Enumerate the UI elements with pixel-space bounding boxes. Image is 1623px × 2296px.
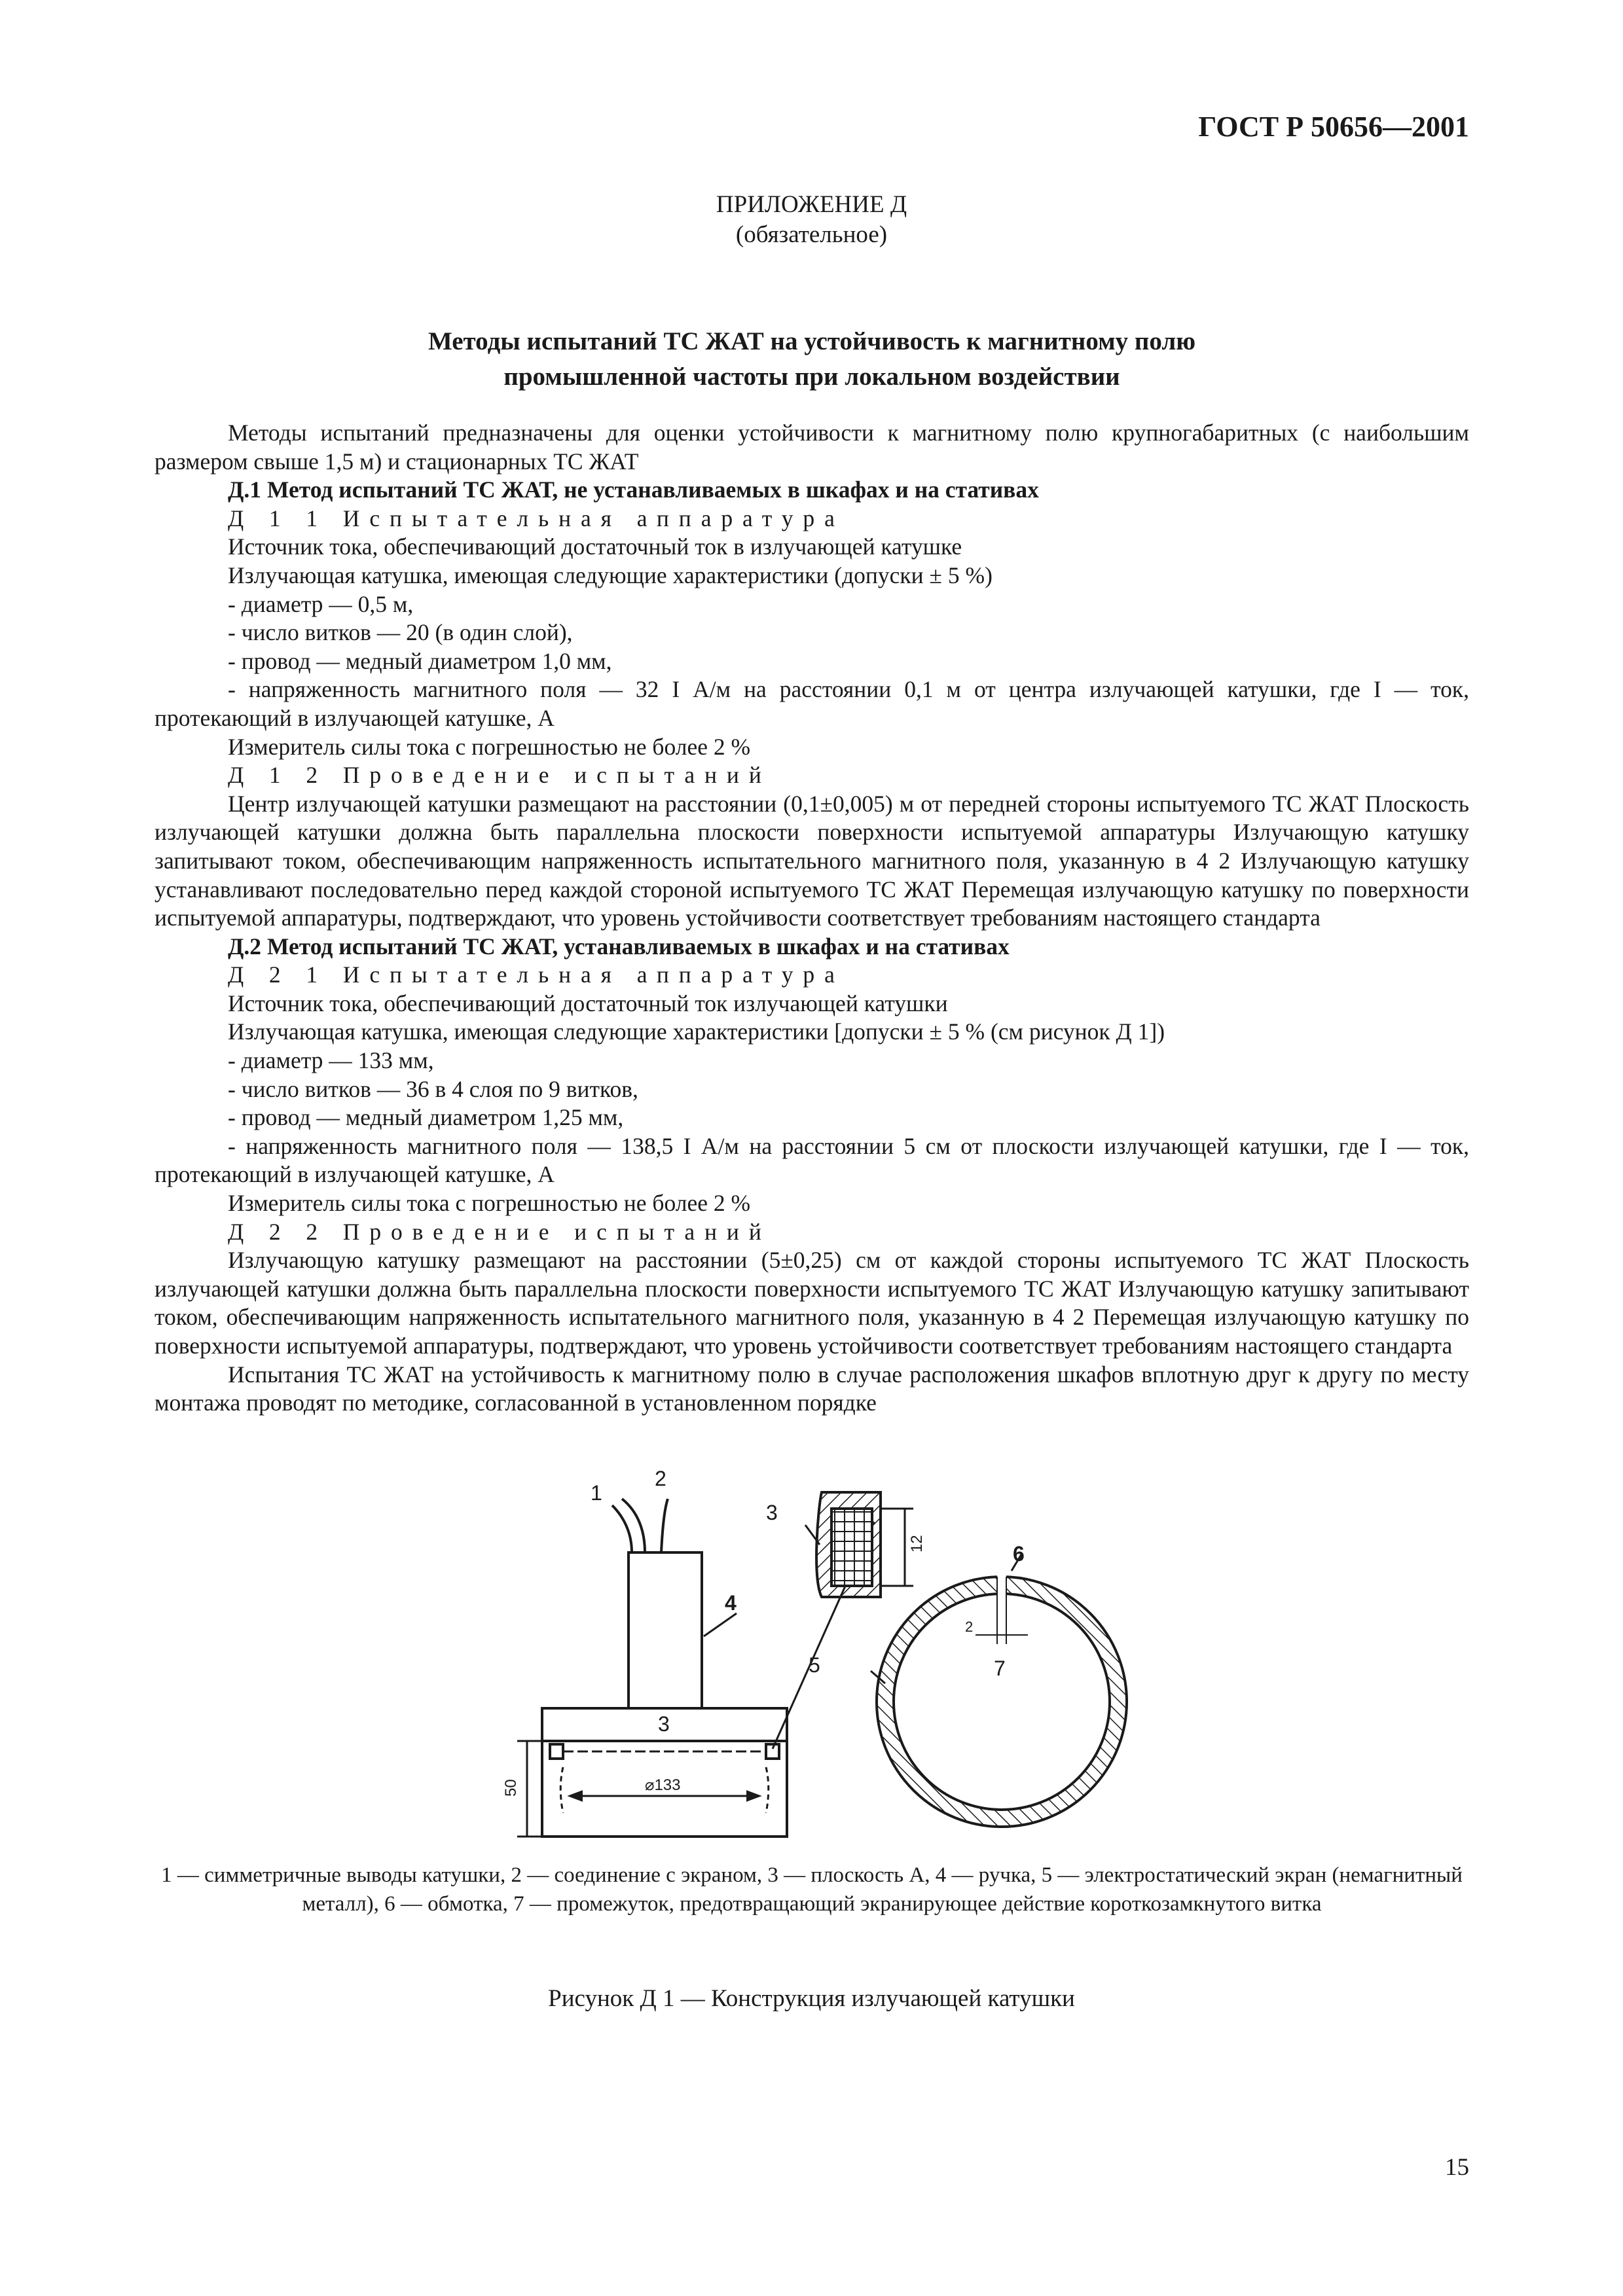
list-item: - напряженность магнитного поля — 138,5 I А/м на расстоянии 5 см от плоскости излучающей катушки, где I — ток, протекающий в излучающей катушке, А	[155, 1132, 1469, 1188]
label-7: 7	[994, 1657, 1006, 1680]
paragraph: Измеритель силы тока с погрешностью не более 2 %	[228, 1190, 751, 1217]
annex-heading	[0, 190, 1623, 250]
label-4: 4	[725, 1591, 737, 1615]
document-code: ГОСТ Р 50656—2001	[1198, 111, 1469, 143]
coil-ring-view	[871, 1554, 1127, 1827]
label-5: 5	[809, 1653, 820, 1677]
leader-line-4	[704, 1613, 737, 1636]
annex-title: ПРИЛОЖЕНИЕ Д	[716, 191, 907, 218]
dimension-12-label: 12	[908, 1535, 926, 1552]
clause-d2-heading: Д.2 Метод испытаний ТС ЖАТ, устанавливаемых в шкафах и на стативах	[228, 933, 1010, 960]
clause-d1-heading: Д.1 Метод испытаний ТС ЖАТ, не устанавливаемых в шкафах и на стативах	[228, 476, 1039, 503]
screen-connection-wire	[661, 1499, 668, 1552]
paragraph: Испытания ТС ЖАТ на устойчивость к магнитному полю в случае расположения шкафов вплотную друг к другу по месту монтажа проводят по методике, согласованной в установленном порядке	[155, 1361, 1469, 1416]
ring-gap	[997, 1573, 1006, 1600]
clause-d12-heading: Д 1 2 Проведение испытаний	[228, 762, 771, 789]
section-title-line-1: Методы испытаний ТС ЖАТ на устойчивость к магнитному полю	[428, 327, 1196, 355]
intro-paragraph: Методы испытаний предназначены для оценки устойчивости к магнитному полю крупногабаритных (с наибольшим размером свыше 1,5 м) и стационарных ТС ЖАТ	[155, 420, 1469, 475]
winding-grid	[831, 1509, 872, 1586]
list-item: - напряженность магнитного поля — 32 I А/м на расстоянии 0,1 м от центра излучающей катушки, где I — ток, протекающий в излучающей катушке, А	[155, 676, 1469, 731]
dimension-133-label: ⌀133	[645, 1776, 681, 1794]
section-title	[196, 324, 1427, 395]
paragraph: Излучающую катушку размещают на расстоянии (5±0,25) см от каждой стороны испытуемого ТС ЖАТ Плоскость излучающей катушки должна быть параллельна плоскости поверхности испытуемого ТС ЖАТ Излучающую катушку запитывают током, обеспечивающим напряженность испытательного магнитного поля, указанную в 4 2 Перемещая излучающую катушку по поверхности испытуемой аппаратуры, подтверждают, что уровень устойчивости соответствует требованиям настоящего стандарта	[155, 1247, 1469, 1359]
paragraph: Излучающая катушка, имеющая следующие характеристики [допуски ± 5 % (см рисунок Д 1])	[228, 1018, 1165, 1045]
dimension-2-label: 2	[965, 1619, 974, 1635]
winding-cross-section	[805, 1492, 913, 1597]
list-item: - диаметр — 0,5 м,	[228, 590, 414, 617]
list-item: - число витков — 20 (в один слой),	[228, 619, 573, 646]
clause-d11-heading: Д 1 1 Испытательная аппаратура	[228, 505, 845, 531]
clause-d22-heading: Д 2 2 Проведение испытаний	[228, 1218, 771, 1245]
paragraph: Излучающая катушка, имеющая следующие характеристики (допуски ± 5 %)	[228, 562, 993, 588]
inner-ring-edge	[894, 1594, 1110, 1810]
handle	[629, 1552, 702, 1708]
label-3-detail: 3	[766, 1501, 778, 1524]
label-2: 2	[655, 1467, 666, 1490]
list-item: - диаметр — 133 мм,	[228, 1047, 434, 1074]
section-title-line-2: промышленной частоты при локальном воздействии	[503, 363, 1120, 391]
label-1: 1	[591, 1481, 602, 1505]
paragraph: Измеритель силы тока с погрешностью не более 2 %	[228, 733, 751, 760]
paragraph: Источник тока, обеспечивающий достаточный ток в излучающей катушке	[228, 533, 962, 560]
label-6: 6	[1013, 1542, 1025, 1566]
body-text	[155, 419, 1469, 1418]
paragraph: Центр излучающей катушки размещают на расстоянии (0,1±0,005) м от передней стороны испытуемого ТС ЖАТ Плоскость излучающей катушки должна быть параллельна плоскости поверхности испытуемой аппаратуры Излучающую катушку запитывают током, обеспечивающим напряженность испытательного магнитного поля, указанную в 4 2 Излучающую катушку устанавливают последовательно перед каждой стороной испытуемого ТС ЖАТ Перемещая излучающую катушку по поверхности испытуемой аппаратуры, подтверждают, что уровень устойчивости соответствует требованиям настоящего стандарта	[155, 790, 1469, 931]
coil-construction-figure	[0, 1460, 1623, 1852]
dimension-50-label: 50	[502, 1779, 520, 1797]
list-item: - число витков — 36 в 4 слоя по 9 витков,	[228, 1075, 638, 1102]
figure-caption: 1 — симметричные выводы катушки, 2 — соединение с экраном, 3 — плоскость А, 4 — ручка, 5 — электростатический экран (немагнитный металл), 6 — обмотка, 7 — промежуток, предотвращающий экранирующее действие короткозамкнутого витка	[161, 1863, 1463, 1916]
list-item: - провод — медный диаметром 1,0 мм,	[228, 647, 612, 674]
lead-wire	[612, 1505, 632, 1552]
label-3-plane: 3	[658, 1712, 670, 1736]
clause-d21-heading: Д 2 1 Испытательная аппаратура	[228, 961, 845, 988]
annex-status: (обязательное)	[735, 221, 888, 248]
list-item: - провод — медный диаметром 1,25 мм,	[228, 1104, 624, 1131]
paragraph: Источник тока, обеспечивающий достаточный ток излучающей катушки	[228, 990, 948, 1016]
figure-title: Рисунок Д 1 — Конструкция излучающей катушки	[548, 1985, 1075, 2012]
page-number: 15	[1445, 2154, 1469, 2181]
